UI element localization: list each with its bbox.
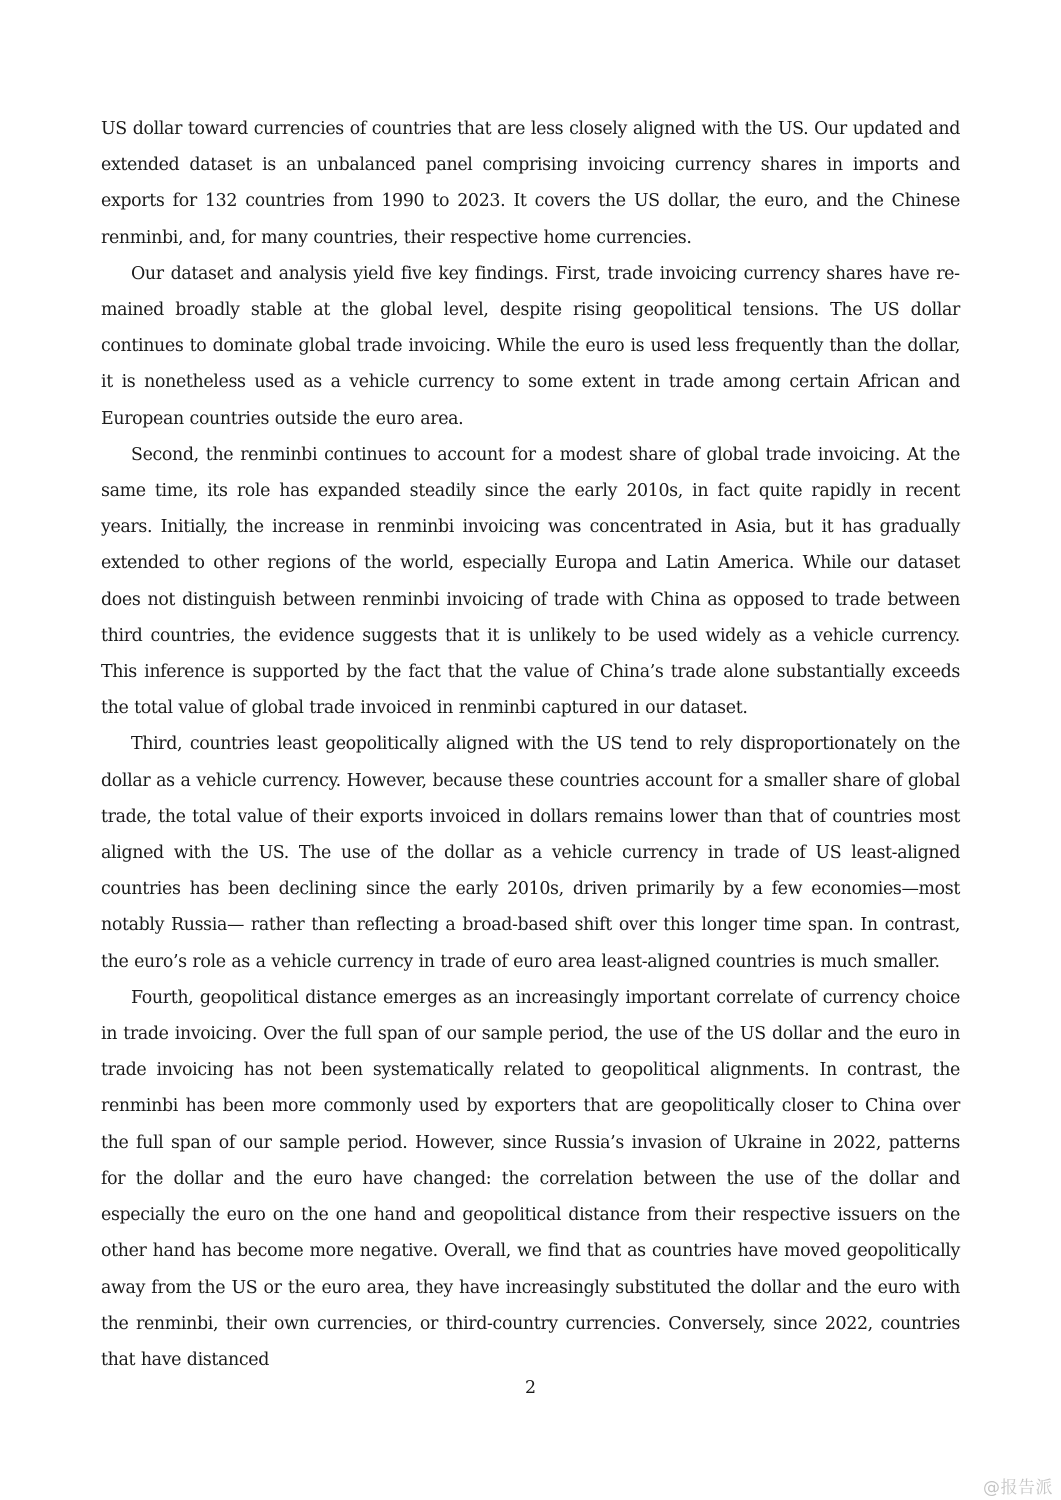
page-number: 2 xyxy=(524,1378,537,1398)
paragraph-second-finding: Second, the renminbi continues to account for a modest share of global trade invoicing. At the same time, its role has expanded steadily since the early 2010s, in fact quite rapidly in recent years. Initially, the increase in renminbi invoicing was concentrated in Asia, but it has gradually extended to other regions of the world, especially Europa and Latin America. While our dataset does not distinguish between renminbi invoicing of trade with China as opposed to trade between third countries, the evidence suggests that it is unlikely to be used widely as a vehicle currency. This inference is supported by the fact that the value of China’s trade alone substantially exceeds the total value of global trade invoiced in renminbi captured in our dataset. xyxy=(101,444,960,719)
paragraph-third-finding: Third, countries least geopolitically aligned with the US tend to rely disproportionately on the dollar as a vehicle currency. However, because these countries account for a smaller share of global trade, the total value of their exports invoiced in dollars remains lower than that of countries most aligned with the US. The use of the dollar as a vehicle currency in trade of US least-aligned countries has been declining since the early 2010s, driven primarily by a few economies—most notably Russia— rather than reflecting a broad-based shift over this longer time span. In contrast, the euro’s role as a vehicle currency in trade of euro area least-aligned countries is much smaller. xyxy=(101,734,960,972)
document-body xyxy=(101,111,960,1378)
paragraph-key-findings: Our dataset and analysis yield five key findings. First, trade invoicing currency shares have remained broadly stable at the global level, despite rising geopolitical tensions. The US dollar continues to dominate global trade invoicing. While the euro is used less frequently than the dollar, it is nonetheless used as a vehicle currency to some extent in trade among certain African and European countries outside the euro area. xyxy=(101,263,960,429)
paragraph-intro-continuation: US dollar toward currencies of countries that are less closely aligned with the US. Our updated and extended dataset is an unbalanced panel comprising invoicing currency shares in imports and exports for 132 countries from 1990 to 2023. It covers the US dollar, the euro, and the Chinese renminbi, and, for many countries, their respective home currencies. xyxy=(101,119,960,248)
paragraph-fourth-finding: Fourth, geopolitical distance emerges as an increasingly important correlate of currency choice in trade invoicing. Over the full span of our sample period, the use of the US dollar and the euro in trade invoicing has not been systematically related to geopolitical alignments. In contrast, the renminbi has been more commonly used by exporters that are geopolitically closer to China over the full span of our sample period. However, since Russia’s invasion of Ukraine in 2022, patterns for the dollar and the euro have changed: the correlation between the use of the dollar and especially the euro on the one hand and geopolitical distance from their respective issuers on the other hand has become more negative. Overall, we find that as countries have moved geopolitically away from the US or the euro area, they have increasingly substituted the dollar and the euro with the renminbi, their own currencies, or third-country currencies. Conversely, since 2022, countries that have distanced xyxy=(101,987,960,1370)
watermark: @报告派 xyxy=(983,1478,1053,1498)
